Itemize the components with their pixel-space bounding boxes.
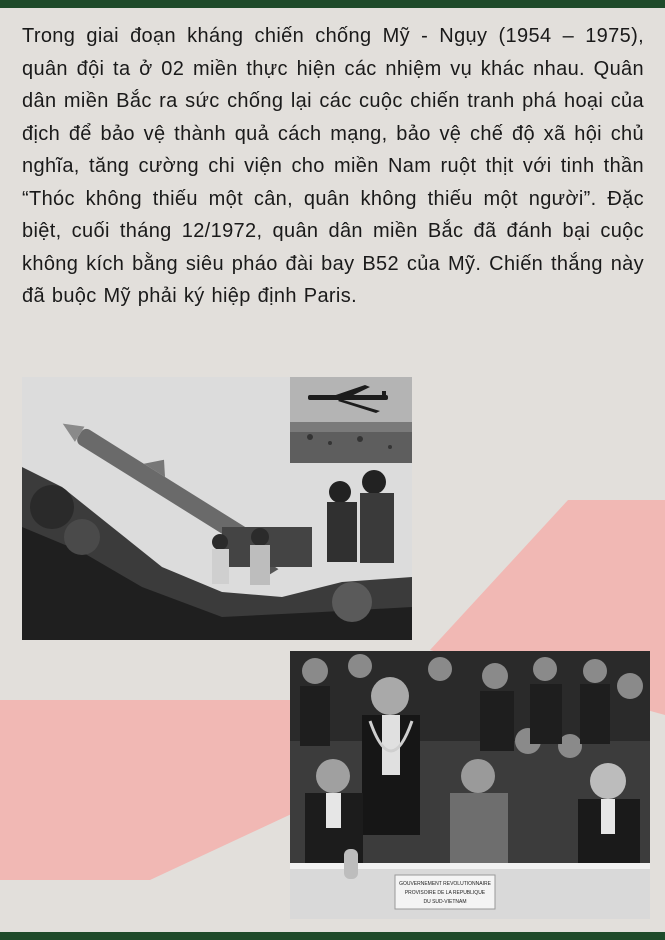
placard-line-3: DU SUD-VIETNAM	[423, 899, 467, 905]
placard-line-1: GOUVERNEMENT REVOLUTIONNAIRE	[399, 881, 491, 887]
intro-paragraph: Trong giai đoạn kháng chiến chống Mỹ - Ngụy (1954 – 1975), quân đội ta ở 02 miền thực hiện các nhiệm vụ khác nhau. Quân dân miền Bắc ra sức chống lại các cuộc chiến tranh phá hoại của địch để bảo vệ thành quả cách mạng, bảo vệ chế độ xã hội chủ nghĩa, tăng cường chi viện cho miền Nam ruột thịt với tinh thần “Thóc không thiếu một cân, quân không thiếu một người”. Đặc biệt, cuối tháng 12/1972, quân dân miền Bắc đã đánh bại cuộc không kích bằng siêu pháo đài bay B52 của Mỹ. Chiến thắng này đã buộc Mỹ phải ký hiệp định Paris.	[22, 25, 644, 307]
b52-bomber-photo	[290, 377, 412, 463]
paris-accords-signing-photo	[290, 651, 650, 919]
pink-shape-left-band	[0, 700, 300, 880]
bottom-bar	[0, 932, 665, 940]
placard-line-2: PROVISOIRE DE LA REPUBLIQUE	[404, 890, 486, 896]
